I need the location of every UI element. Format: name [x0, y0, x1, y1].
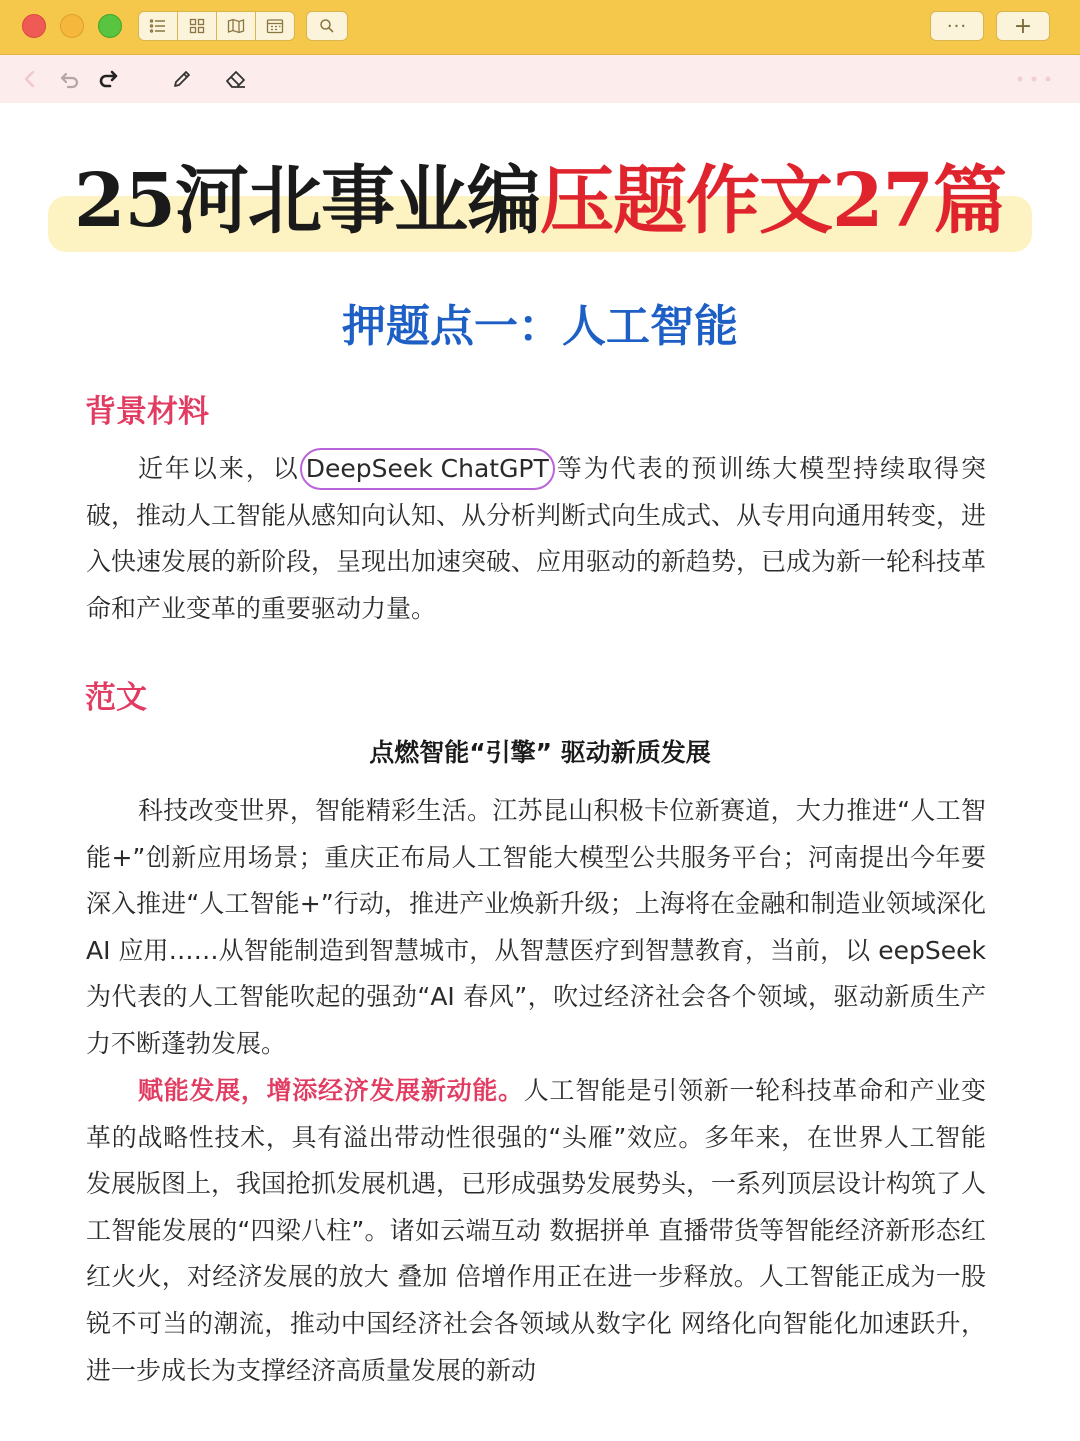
grid-icon: [189, 18, 205, 34]
eraser-icon: [223, 67, 249, 91]
search-button[interactable]: [306, 11, 348, 41]
section-heading: 押题点一：人工智能: [342, 301, 738, 352]
calendar-icon: [266, 18, 284, 34]
eraser-tool-button[interactable]: [222, 65, 250, 93]
back-icon: [22, 69, 38, 89]
essay-title: 点燃智能“引擎” 驱动新质发展: [369, 738, 711, 767]
undo-icon: [59, 69, 81, 89]
list-view-button[interactable]: [139, 12, 178, 40]
more-button[interactable]: ···: [930, 11, 984, 41]
pencil-tool-button[interactable]: [168, 65, 196, 93]
title-red-part: 压题作文27篇: [540, 158, 1006, 244]
title-black-part: 25河北事业编: [74, 158, 540, 244]
back-button[interactable]: [16, 65, 44, 93]
document-title-block: [48, 138, 1032, 252]
essay-paragraph-2: [86, 1068, 986, 1394]
document-title: [48, 156, 1032, 246]
redo-icon: [97, 69, 119, 89]
close-window-button[interactable]: [22, 14, 46, 38]
background-text-before: 近年以来，以: [138, 454, 300, 483]
background-label: 背景材料: [85, 394, 209, 430]
circled-keyword: DeepSeek ChatGPT: [300, 448, 555, 490]
essay-label: 范文: [85, 680, 147, 716]
undo-button[interactable]: [56, 65, 84, 93]
more-dots-icon: [1014, 74, 1054, 84]
essay-paragraph-1: 科技改变世界，智能精彩生活。江苏昆山积极卡位新赛道，大力推进“人工智能+”创新应用场景；重庆正布局人工智能大模型公共服务平台；河南提出今年要深入推进“人工智能+”行动，推进产业焕新升级；上海将在金融和制造业领域深化 AI 应用……从智能制造到智慧城市，从智慧医疗到智慧教育，当前，以 eepSeek 为代表的人工智能吹起的强劲“AI 春风”，吹过经济社会各个领域，驱动新质生产力不断蓬勃发展。: [86, 796, 986, 1058]
minimize-window-button[interactable]: [60, 14, 84, 38]
pencil-icon: [170, 67, 194, 91]
background-paragraph: [86, 446, 986, 632]
view-switcher: [138, 11, 295, 41]
list-icon: [149, 18, 167, 34]
add-button[interactable]: +: [996, 11, 1050, 41]
essay-paragraph-2-emphasis: 赋能发展，增添经济发展新动能。: [138, 1076, 524, 1105]
editor-toolbar: [0, 55, 1080, 103]
zoom-window-button[interactable]: [98, 14, 122, 38]
toolbar-more-button[interactable]: [1012, 65, 1056, 93]
redo-button[interactable]: [94, 65, 122, 93]
window-titlebar: [0, 0, 1080, 55]
grid-view-button[interactable]: [178, 12, 217, 40]
map-view-button[interactable]: [217, 12, 256, 40]
map-icon: [227, 18, 245, 34]
search-icon: [319, 18, 335, 34]
calendar-view-button[interactable]: [256, 12, 294, 40]
essay-paragraph-2-text: 人工智能是引领新一轮科技革命和产业变革的战略性技术，具有溢出带动性很强的“头雁”效应。多年来，在世界人工智能发展版图上，我国抢抓发展机遇，已形成强势发展势头，一系列顶层设计构筑了人工智能发展的“四梁八柱”。诸如云端互动 数据拼单 直播带货等智能经济新形态红红火火，对经济发展的放大 叠加 倍增作用正在进一步释放。人工智能正成为一股锐不可当的潮流，推动中国经济社会各领域从数字化 网络化向智能化加速跃升，进一步成长为支撑经济高质量发展的新动: [86, 1076, 987, 1385]
background-text-after: 等为代表的预训练大模型持续取得突破，推动人工智能从感知向认知、从分析判断式向生成式、从专用向通用转变，进入快速发展的新阶段，呈现出加速突破、应用驱动的新趋势，已成为新一轮科技革命和产业变革的重要驱动力量。: [86, 454, 987, 623]
